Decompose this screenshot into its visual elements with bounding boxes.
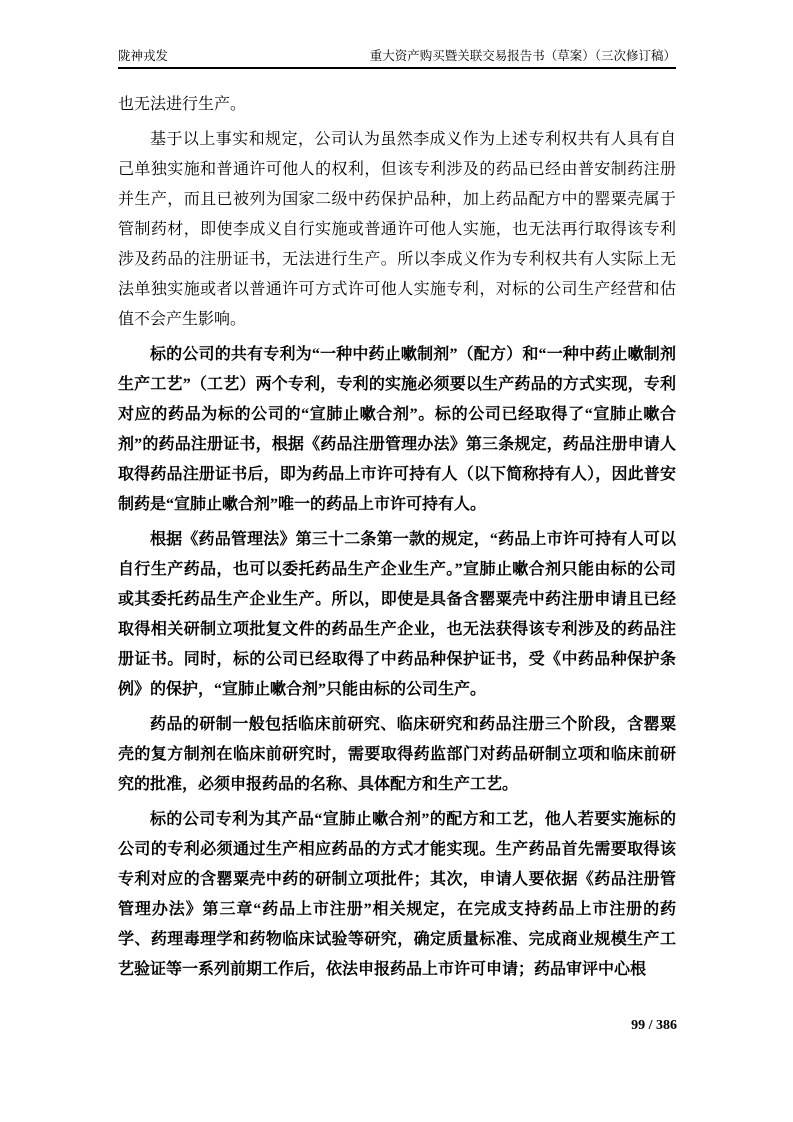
document-body <box>118 90 676 990</box>
paragraph-emphasis: 标的公司专利为其产品“宣肺止嗽合剂”的配方和工艺，他人若要实施标的公司的专利必须通过生产相应药品的方式才能实现。生产药品首先需要取得该专利对应的含罂粟壳中药的研制立项批件；其次，申请人要依据《药品注册管管理办法》第三章“药品上市注册”相关规定，在完成支持药品上市注册的药学、药理毒理学和药物临床试验等研究，确定质量标准、完成商业规模生产工艺验证等一系列前期工作后，依法申报药品上市许可申请；药品审评中心根 <box>118 811 676 978</box>
paragraph-emphasis: 标的公司的共有专利为“一种中药止嗽制剂”（配方）和“一种中药止嗽制剂生产工艺”（工艺）两个专利，专利的实施必须要以生产药品的方式实现，专利对应的药品为标的公司的“宣肺止嗽合剂”。标的公司已经取得了“宣肺止嗽合剂”的药品注册证书，根据《药品注册管理办法》第三条规定，药品注册申请人取得药品注册证书后，即为药品上市许可持有人（以下简称持有人），因此普安制药是“宣肺止嗽合剂”唯一的药品上市许可持有人。 <box>118 346 676 513</box>
page-number: 99 / 386 <box>631 1018 677 1033</box>
page-footer <box>118 1016 677 1036</box>
paragraph-continuation: 也无法进行生产。 <box>118 96 247 113</box>
paragraph-emphasis: 药品的研制一般包括临床前研究、临床研究和药品注册三个阶段，含罂粟壳的复方制剂在临床前研究时，需要取得药监部门对药品研制立项和临床前研究的批准，必须申报药品的名称、具体配方和生产工艺。 <box>118 716 676 793</box>
page-header <box>118 48 676 69</box>
header-short-title: 陇神戎发 <box>118 49 169 63</box>
paragraph: 基于以上事实和规定，公司认为虽然李成义作为上述专利权共有人具有自己单独实施和普通许可他人的权利，但该专利涉及的药品已经由普安制药注册并生产，而且已被列为国家二级中药保护品种，加上药品配方中的罂粟壳属于管制药材，即使李成义自行实施或普通许可他人实施，也无法再行取得该专利涉及药品的注册证书，无法进行生产。所以李成义作为专利权共有人实际上无法单独实施或者以普通许可方式许可他人实施专利，对标的公司生产经营和估值不会产生影响。 <box>118 131 676 328</box>
header-document-title: 重大资产购买暨关联交易报告书（草案）（三次修订稿） <box>369 49 676 63</box>
paragraph-emphasis: 根据《药品管理法》第三十二条第一款的规定，“药品上市许可持有人可以自行生产药品，也可以委托药品生产企业生产。”宣肺止嗽合剂只能由标的公司或其委托药品生产企业生产。所以，即使是具备含罂粟壳中药注册申请且已经取得相关研制立项批复文件的药品生产企业，也无法获得该专利涉及的药品注册证书。同时，标的公司已经取得了中药品种保护证书，受《中药品种保护条例》的保护，“宣肺止嗽合剂”只能由标的公司生产。 <box>118 531 676 698</box>
